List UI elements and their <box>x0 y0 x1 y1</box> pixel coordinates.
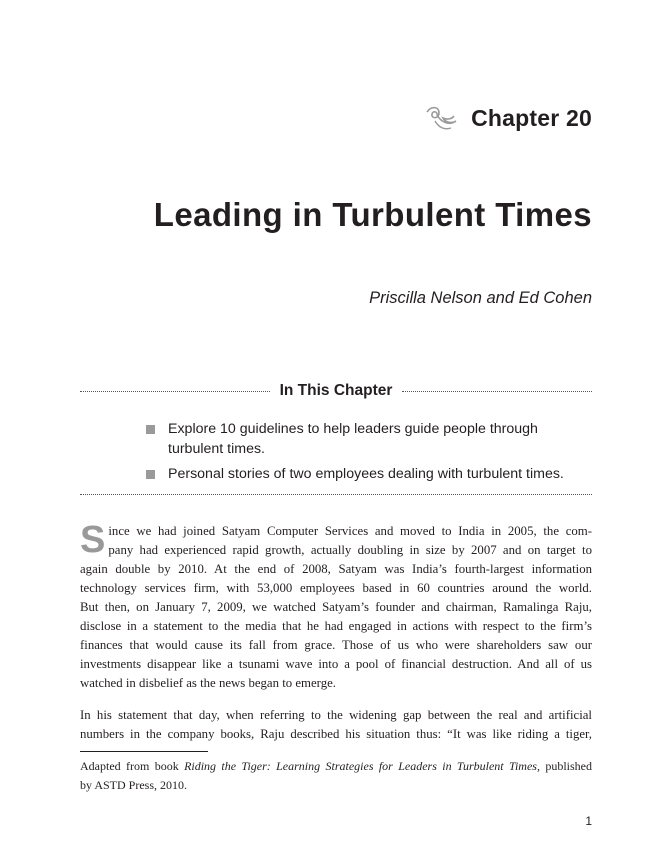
page-number: 1 <box>585 814 592 828</box>
text-line: pany had experienced rapid growth, actually doubling in size by 2007 and on target to <box>108 543 592 557</box>
list-item-text: Explore 10 guidelines to help leaders guide people through turbulent times. <box>168 421 538 457</box>
text-line: But then, on January 7, 2009, we watched Satyam’s founder and chairman, Ramalinga Raju, <box>80 600 592 614</box>
chapter-title: Leading in Turbulent Times <box>153 196 592 233</box>
footnote-line-2: by ASTD Press, 2010. <box>80 778 188 792</box>
body-paragraph-1 <box>80 519 592 693</box>
square-bullet-icon <box>146 470 155 479</box>
chapter-label: Chapter 20 <box>471 104 592 131</box>
in-this-chapter-title: In This Chapter <box>279 382 393 399</box>
text-line: technology services firm, with 53,000 employees based in 60 countries around the world. <box>80 581 592 595</box>
dotted-rule-bottom <box>80 494 592 495</box>
text-line: watched in disbelief as the news began to emerge. <box>80 676 336 690</box>
dotted-rule-right <box>402 391 592 392</box>
footnote-prefix: Adapted from book <box>80 759 185 773</box>
list-item <box>146 419 596 459</box>
dotted-rule-left <box>80 391 270 392</box>
in-this-chapter-list <box>146 419 596 489</box>
footnote-line-1 <box>80 757 592 776</box>
chapter-heading <box>423 104 592 132</box>
text-line: finances that would cause its fall from grace. Those of us who were shareholders saw our <box>80 638 592 652</box>
footnote-book-title: Riding the Tiger: Learning Strategies for Leaders in Turbulent Times, <box>184 759 540 773</box>
chapter-authors: Priscilla Nelson and Ed Cohen <box>369 289 592 307</box>
body-paragraph-2 <box>80 706 592 744</box>
drop-cap: S <box>80 519 106 561</box>
footnote-rule <box>80 751 208 752</box>
text-line: ince we had joined Satyam Computer Services and moved to India in 2005, the com- <box>108 524 592 538</box>
text-line: disclose in a statement to the media that he had engaged in actions with respect to the firm’s <box>80 619 592 633</box>
text-line: investments disappear like a tsunami wave into a pool of financial destruction. And all of us <box>80 657 592 671</box>
list-item-text: Personal stories of two employees dealing with turbulent times. <box>168 466 564 482</box>
text-line: again double by 2010. At the end of 2008, Satyam was India’s fourth-largest information <box>80 562 592 576</box>
in-this-chapter-header <box>80 382 592 400</box>
square-bullet-icon <box>146 425 155 434</box>
text-line: numbers in the company books, Raju described his situation thus: “It was like riding a tiger, <box>80 727 592 741</box>
text-line: In his statement that day, when referring to the widening gap between the real and artificial <box>80 708 592 722</box>
footnote <box>80 757 592 795</box>
list-item <box>146 464 596 484</box>
swirl-ornament-icon <box>423 104 459 132</box>
footnote-suffix: published <box>539 759 592 773</box>
